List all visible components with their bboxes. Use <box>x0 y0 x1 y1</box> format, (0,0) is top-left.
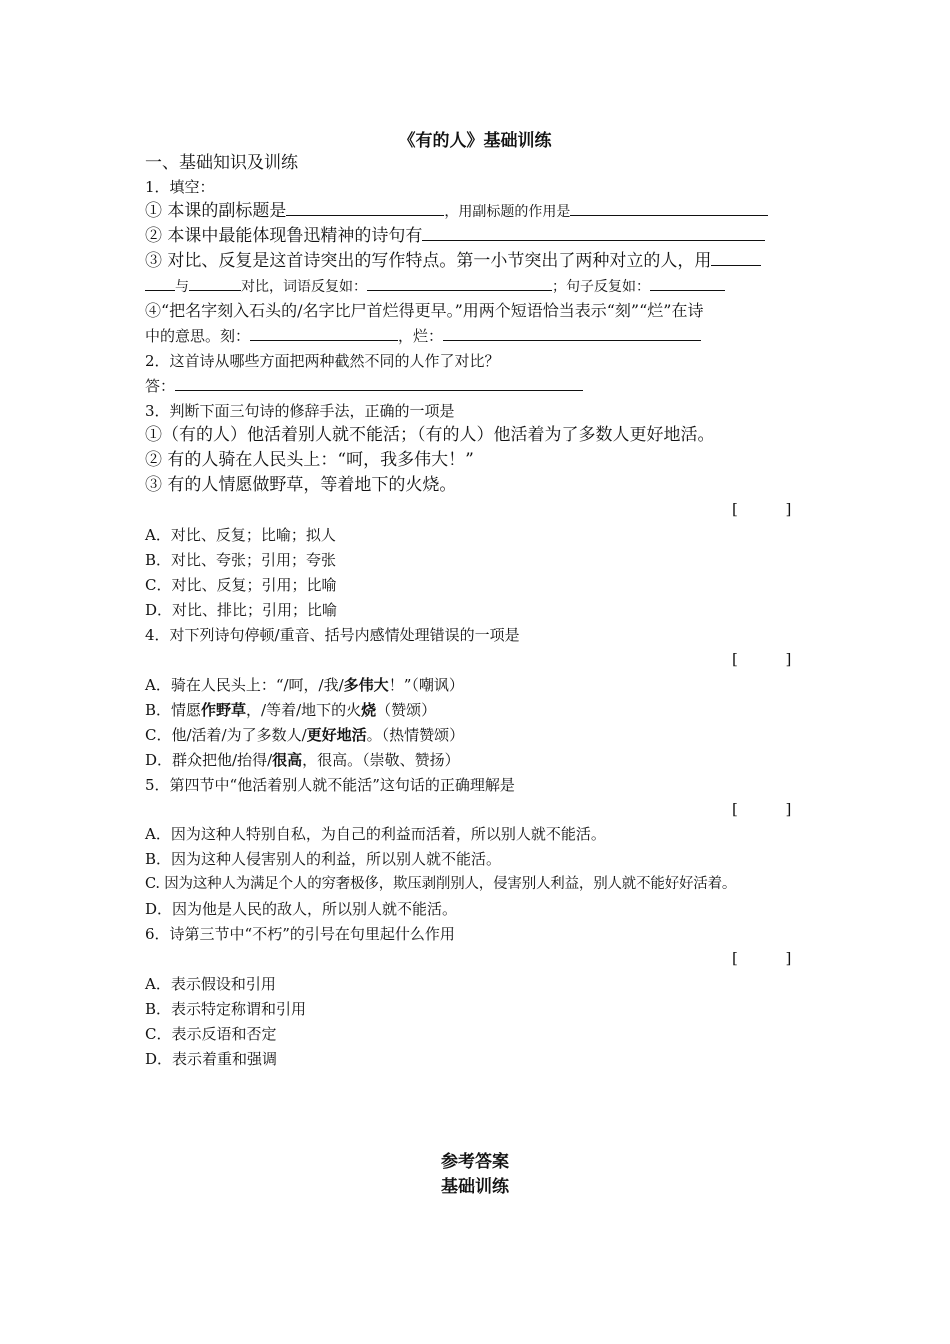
q1-line-6 <box>145 326 701 346</box>
question-2-label: 2．这首诗从哪些方面把两种截然不同的人作了对比？ <box>145 352 500 370</box>
answer-blank[interactable] <box>443 326 701 341</box>
q6-option-c: C．表示反语和否定 <box>145 1025 277 1043</box>
q4-b-mid: ，/等着/地下的火 <box>246 701 362 719</box>
q3-sentence-1: ①（有的人）他活着别人就不能活；（有的人）他活着为了多数人更好地活。 <box>145 425 715 445</box>
q4-c-post: 。（热情赞颂） <box>366 726 465 744</box>
q4-b-pre: B．情愿 <box>145 701 202 719</box>
q6-option-b: B．表示特定称谓和引用 <box>145 1000 307 1018</box>
q5-option-a: A．因为这种人特别自私，为自己的利益而活着，所以别人就不能活。 <box>145 825 606 843</box>
answer-blank[interactable] <box>570 201 768 216</box>
q1-line-2-text: ② 本课中最能体现鲁迅精神的诗句有 <box>145 226 423 246</box>
q1-line-6b: ，烂： <box>398 327 444 345</box>
q1-line-4a: 与 <box>175 279 189 295</box>
q1-line-4b: 对比，词语反复如： <box>241 279 367 295</box>
answer-blank[interactable] <box>189 276 241 291</box>
question-6-label: 6．诗第三节中“不朽”的引号在句里起什么作用 <box>145 925 455 943</box>
question-1-label: 1．填空： <box>145 178 215 196</box>
q1-line-5: ④“把名字刻入石头的/名字比尸首烂得更早。”用两个短语恰当表示“刻”“烂”在诗 <box>145 301 704 320</box>
question-3-label: 3．判断下面三句诗的修辞手法，正确的一项是 <box>145 402 455 420</box>
q4-a-stress: 多伟大 <box>343 676 389 694</box>
q4-d-post: ，很高。（崇敬、赞扬） <box>302 751 460 769</box>
answer-blank[interactable] <box>711 251 761 266</box>
q1-line-1b: ，用副标题的作用是 <box>444 204 571 220</box>
answer-blank[interactable] <box>250 326 398 341</box>
answer-bracket[interactable]: [ ] <box>732 650 792 668</box>
answer-prefix: 答： <box>145 377 176 395</box>
q4-a-post: ！”（嘲讽） <box>388 676 464 694</box>
answer-bracket[interactable]: [ ] <box>732 800 792 818</box>
q1-line-4c: ；句子反复如： <box>552 279 650 295</box>
q1-line-3 <box>145 251 761 271</box>
q1-line-6a: 中的意思。刻： <box>145 327 251 345</box>
q4-b-stress-1: 作野草 <box>201 701 247 719</box>
q3-sentence-3: ③ 有的人情愿做野草，等着地下的火烧。 <box>145 475 457 495</box>
answer-blank[interactable] <box>145 276 175 291</box>
answer-blank[interactable] <box>286 201 444 216</box>
answer-blank[interactable] <box>650 276 725 291</box>
q4-option-a <box>145 675 464 695</box>
q4-option-c <box>145 725 464 745</box>
q4-d-stress: 很高 <box>272 751 303 769</box>
q4-b-stress-2: 烧 <box>361 701 377 719</box>
question-4-label: 4．对下列诗句停顿/重音、括号内感情处理错误的一项是 <box>145 626 520 644</box>
answer-bracket[interactable]: [ ] <box>732 949 792 967</box>
q1-line-1 <box>145 201 768 222</box>
q6-option-a: A．表示假设和引用 <box>145 975 276 993</box>
q5-option-b: B．因为这种人侵害别人的利益，所以别人就不能活。 <box>145 850 502 868</box>
q5-option-d: D．因为他是人民的敌人，所以别人就不能活。 <box>145 900 458 918</box>
document-title: 《有的人》基础训练 <box>398 131 552 151</box>
q1-line-4 <box>145 276 725 297</box>
q4-option-b <box>145 700 436 720</box>
q3-option-a: A．对比、反复；比喻；拟人 <box>145 526 336 544</box>
q4-c-stress: 更好地活 <box>306 726 367 744</box>
q4-option-d <box>145 750 460 770</box>
answer-blank[interactable] <box>367 276 552 291</box>
q4-a-pre: A．骑在人民头上：“/呵，/我/ <box>145 676 344 694</box>
q5-option-c: C. 因为这种人为满足个人的穷奢极侈，欺压剥削别人，侵害别人利益，别人就不能好好活着。 <box>145 876 737 892</box>
answer-blank[interactable] <box>175 376 583 391</box>
answer-blank[interactable] <box>422 226 765 241</box>
q4-b-post: （赞颂） <box>376 701 437 719</box>
section-heading: 一、基础知识及训练 <box>145 153 298 173</box>
q1-line-3-text: ③ 对比、反复是这首诗突出的写作特点。第一小节突出了两种对立的人，用 <box>145 251 712 271</box>
answer-bracket[interactable]: [ ] <box>732 500 792 518</box>
q6-option-d: D．表示着重和强调 <box>145 1050 278 1068</box>
q3-option-d: D．对比、排比；引用；比喻 <box>145 601 338 619</box>
question-5-label: 5．第四节中“他活着别人就不能活”这句话的正确理解是 <box>145 776 515 794</box>
q1-line-2 <box>145 226 765 246</box>
q4-c-pre: C．他/活着/为了多数人/ <box>145 726 307 744</box>
q4-d-pre: D．群众把他/抬得/ <box>145 751 273 769</box>
answers-subtitle: 基础训练 <box>441 1177 509 1197</box>
q1-line-1a: ① 本课的副标题是 <box>145 201 287 221</box>
q3-option-b: B．对比、夸张；引用；夸张 <box>145 551 337 569</box>
q3-sentence-2: ② 有的人骑在人民头上：“呵，我多伟大！” <box>145 450 474 470</box>
q3-option-c: C．对比、反复；引用；比喻 <box>145 576 337 594</box>
q2-answer-line <box>145 376 583 396</box>
answers-title: 参考答案 <box>441 1152 509 1172</box>
